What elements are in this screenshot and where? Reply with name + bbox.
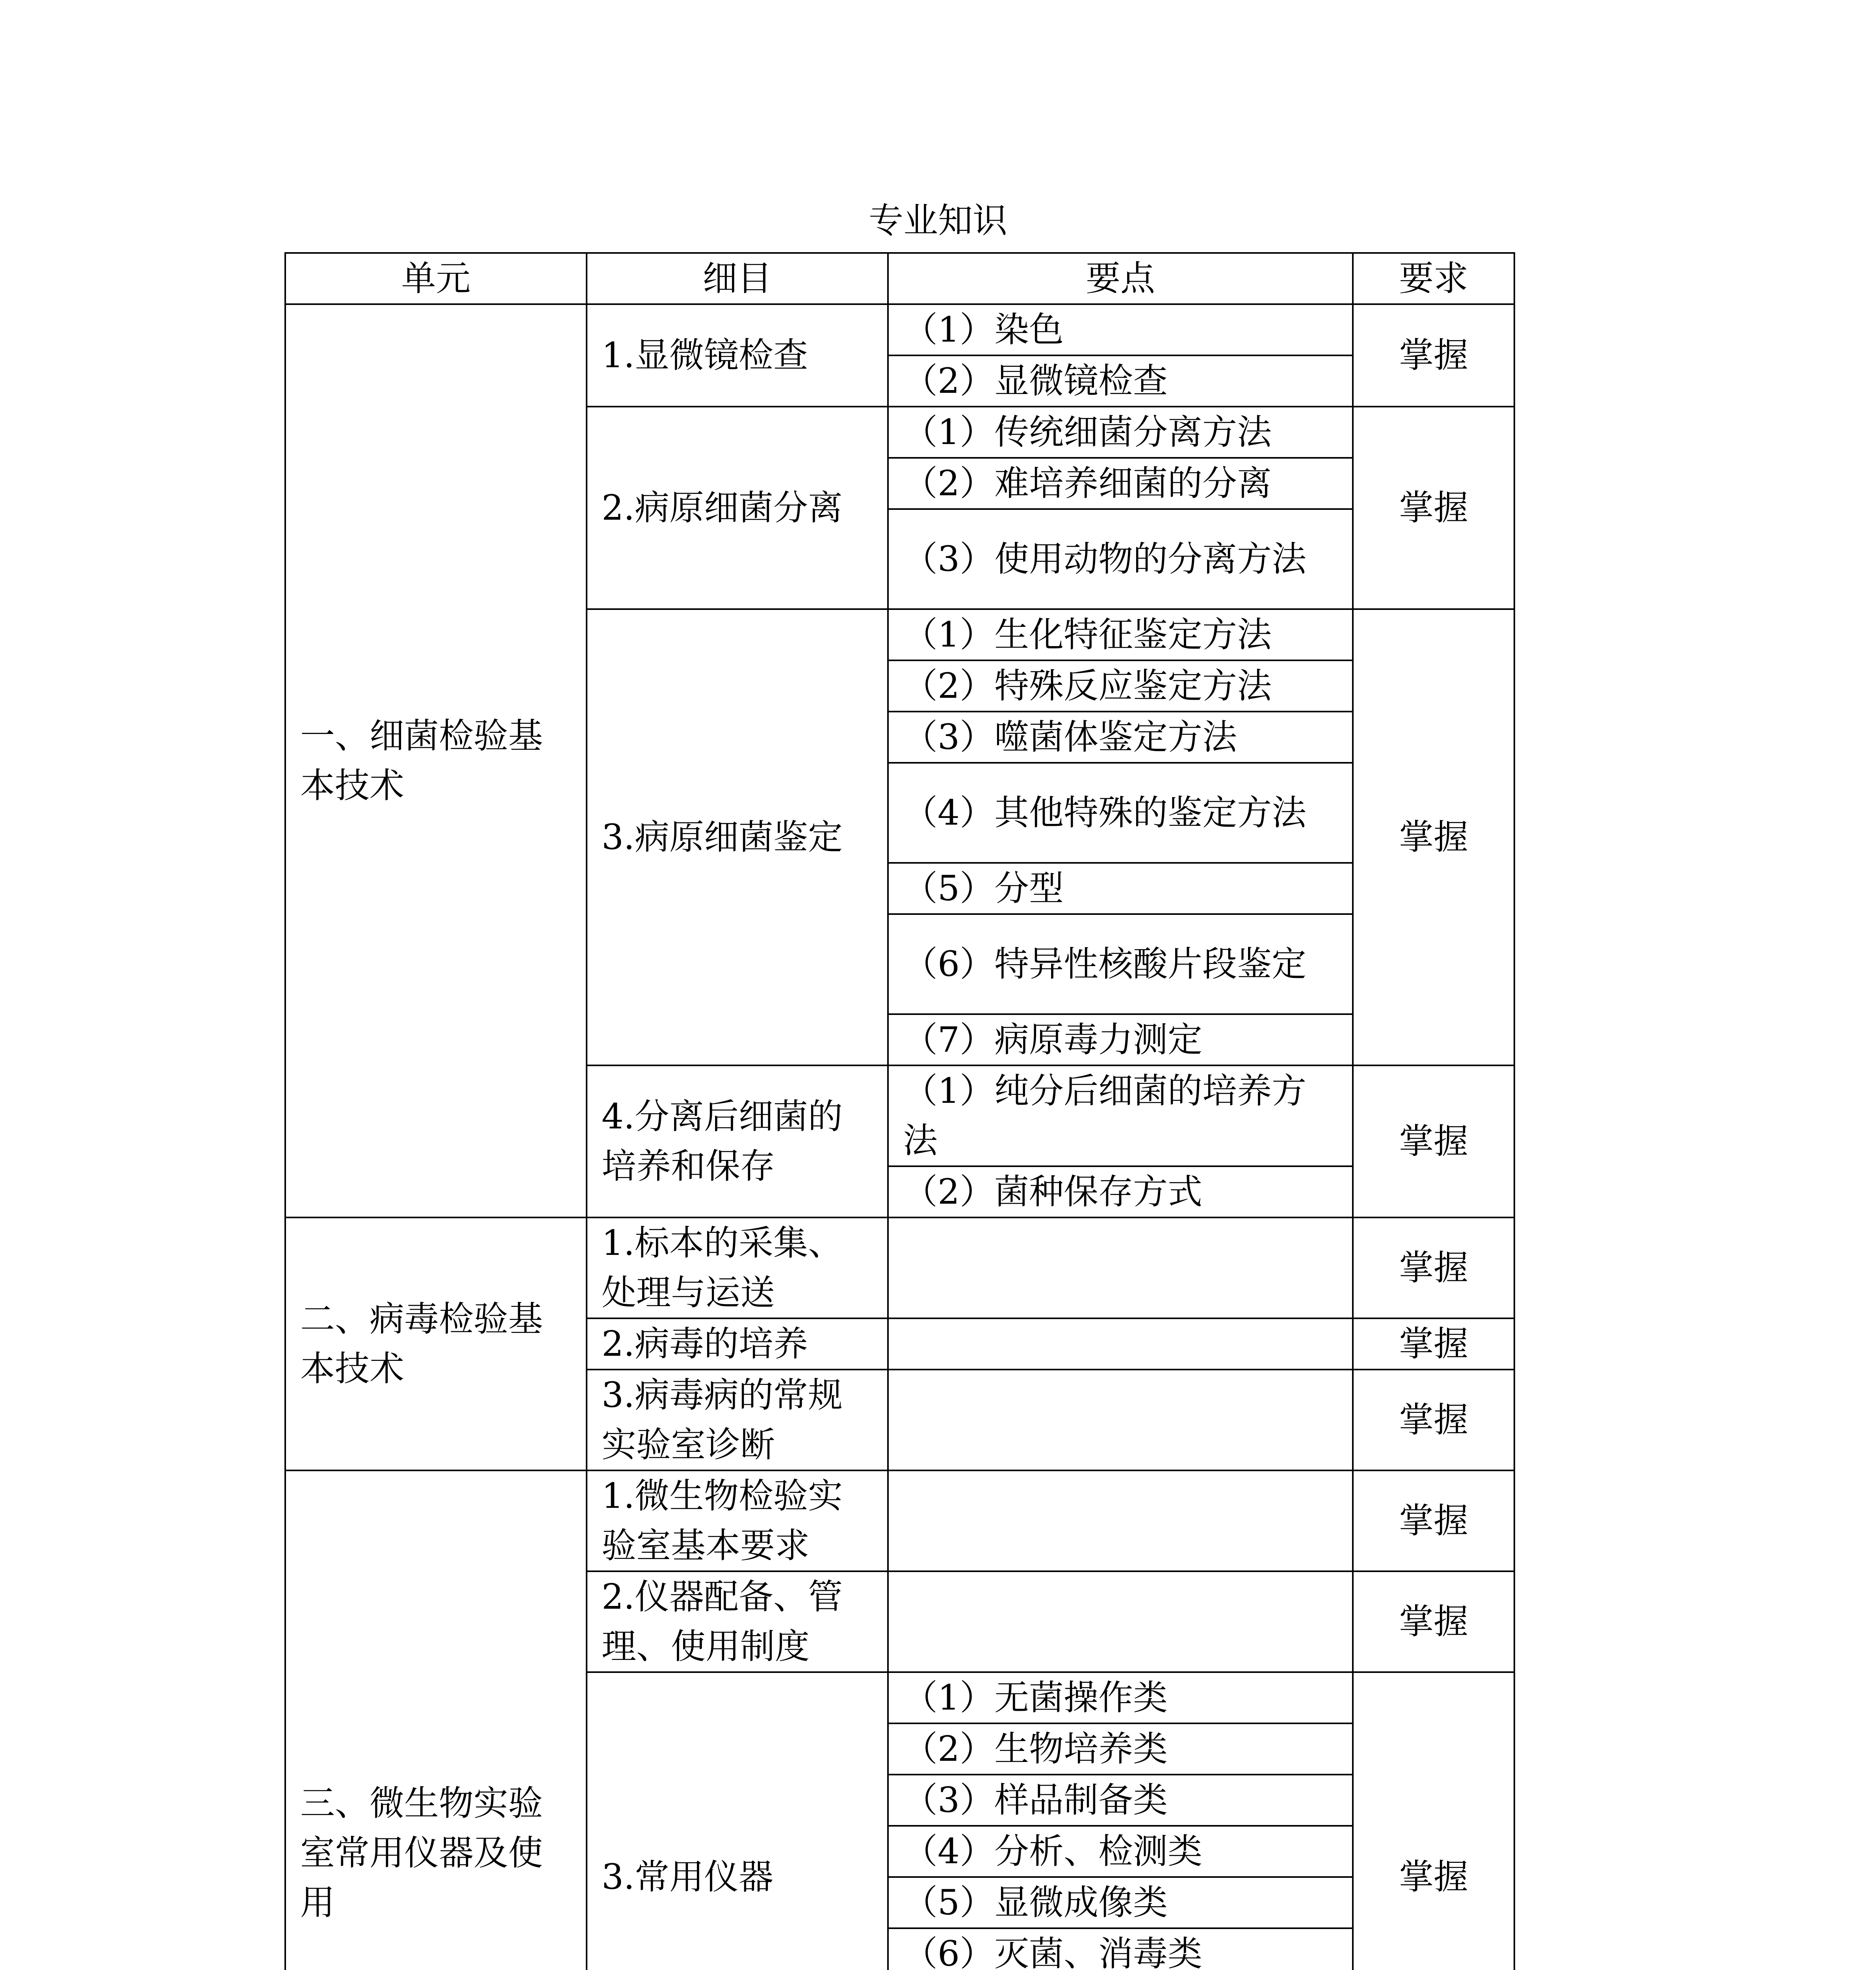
requirement-cell: 掌握	[1353, 1370, 1514, 1470]
point-cell: （1）纯分后细菌的培养方法	[888, 1065, 1353, 1166]
unit-cell: 二、病毒检验基本技术	[285, 1217, 587, 1470]
table-header-row	[285, 253, 1514, 304]
point-cell: （6）特异性核酸片段鉴定	[888, 914, 1353, 1014]
item-cell: 2.病毒的培养	[587, 1318, 888, 1370]
requirement-cell: 掌握	[1353, 1571, 1514, 1672]
point-cell: （2）生物培养类	[888, 1723, 1353, 1775]
point-cell	[888, 1217, 1353, 1318]
table-row	[285, 304, 1514, 355]
point-cell: （1）生化特征鉴定方法	[888, 609, 1353, 660]
point-cell: （3）样品制备类	[888, 1775, 1353, 1826]
item-cell: 2.病原细菌分离	[587, 407, 888, 609]
requirement-cell: 掌握	[1353, 1672, 1514, 1970]
page-title: 专业知识	[868, 200, 1007, 241]
requirement-cell: 掌握	[1353, 1318, 1514, 1370]
point-cell	[888, 1571, 1353, 1672]
item-cell: 3.病原细菌鉴定	[587, 609, 888, 1065]
requirement-cell: 掌握	[1353, 1470, 1514, 1571]
unit-cell: 一、细菌检验基本技术	[285, 304, 587, 1217]
point-cell: （4）其他特殊的鉴定方法	[888, 763, 1353, 863]
requirement-cell: 掌握	[1353, 1065, 1514, 1217]
requirement-cell: 掌握	[1353, 407, 1514, 609]
point-cell	[888, 1370, 1353, 1470]
item-cell: 3.病毒病的常规实验室诊断	[587, 1370, 888, 1470]
item-cell: 2.仪器配备、管理、使用制度	[587, 1571, 888, 1672]
table-row	[285, 1217, 1514, 1318]
point-cell: （4）分析、检测类	[888, 1826, 1353, 1877]
point-cell: （1）传统细菌分离方法	[888, 407, 1353, 458]
point-cell: （6）灭菌、消毒类	[888, 1928, 1353, 1970]
point-cell: （2）特殊反应鉴定方法	[888, 660, 1353, 712]
point-cell	[888, 1470, 1353, 1571]
unit-cell: 三、微生物实验室常用仪器及使用	[285, 1470, 587, 1970]
item-cell: 4.分离后细菌的培养和保存	[587, 1065, 888, 1217]
point-cell: （2）难培养细菌的分离	[888, 458, 1353, 509]
item-cell: 3.常用仪器	[587, 1672, 888, 1970]
item-cell: 1.微生物检验实验室基本要求	[587, 1470, 888, 1571]
item-cell: 1.显微镜检查	[587, 304, 888, 407]
point-cell: （3）噬菌体鉴定方法	[888, 712, 1353, 763]
point-cell: （2）显微镜检查	[888, 355, 1353, 407]
point-cell: （1）无菌操作类	[888, 1672, 1353, 1723]
knowledge-table	[284, 252, 1515, 1970]
item-cell: 1.标本的采集、处理与运送	[587, 1217, 888, 1318]
point-cell: （7）病原毒力测定	[888, 1014, 1353, 1065]
point-cell: （5）分型	[888, 863, 1353, 914]
table-row	[285, 1470, 1514, 1571]
requirement-cell: 掌握	[1353, 304, 1514, 407]
point-cell: （2）菌种保存方式	[888, 1166, 1353, 1217]
header-point: 要点	[888, 253, 1353, 304]
header-item: 细目	[587, 253, 888, 304]
point-cell: （3）使用动物的分离方法	[888, 509, 1353, 609]
requirement-cell: 掌握	[1353, 1217, 1514, 1318]
point-cell: （1）染色	[888, 304, 1353, 355]
point-cell: （5）显微成像类	[888, 1877, 1353, 1928]
header-unit: 单元	[285, 253, 587, 304]
point-cell	[888, 1318, 1353, 1370]
requirement-cell: 掌握	[1353, 609, 1514, 1065]
header-requirement: 要求	[1353, 253, 1514, 304]
